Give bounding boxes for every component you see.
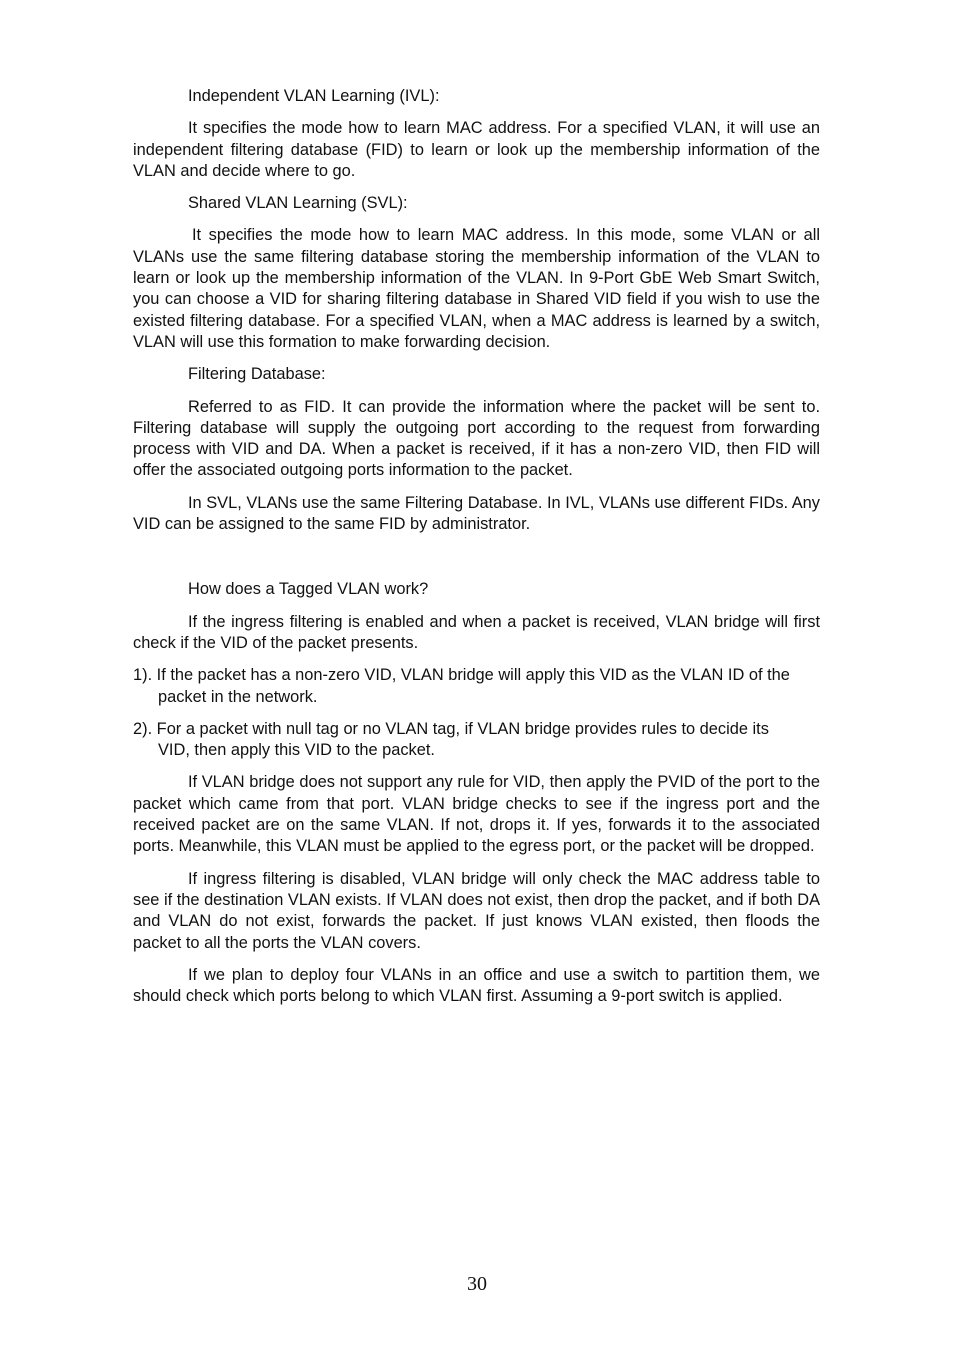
pvid-paragraph: If VLAN bridge does not support any rule for VID, then apply the PVID of the port to the packet which came from that port. VLAN bridge checks to see if the ingress port and the received packet are on the same VLAN. If not, drops it. If yes, forwards it to the associated ports. Meanwhile, this VLAN must be applied to the egress port, or the packet will be dropped. bbox=[133, 773, 820, 856]
ivl-paragraph: It specifies the mode how to learn MAC address. For a specified VLAN, it will use an independent filtering database (FID) to learn or look up the membership information of the VLAN and decide where to go. bbox=[133, 119, 820, 180]
deployment-paragraph: If we plan to deploy four VLANs in an office and use a switch to partition them, we should check which ports belong to which VLAN first. Assuming a 9-port switch is applied. bbox=[133, 965, 820, 1006]
svl-paragraph: It specifies the mode how to learn MAC address. In this mode, some VLAN or all VLANs use the same filtering database storing the membership information of the VLAN to learn or look up the membership information of the VLAN. In 9-Port GbE Web Smart Switch, you can choose a VID for sharing filtering database in Shared VID field if you wish to use the existed filtering database. For a specified VLAN, when a MAC address is learned by a switch, VLAN will use this formation to make forwarding decision. bbox=[133, 226, 820, 351]
ivl-heading: Independent VLAN Learning (IVL): bbox=[188, 87, 440, 105]
ingress-disabled-paragraph: If ingress filtering is disabled, VLAN bridge will only check the MAC address table to see if the destination VLAN exists. If VLAN does not exist, then drop the packet, and if both DA and VLAN do not exist, forwards the packet. If just knows VLAN existed, then floods the packet to all the ports the VLAN covers. bbox=[133, 869, 820, 952]
ingress-filtering-paragraph: If the ingress filtering is enabled and when a packet is received, VLAN bridge will first check if the VID of the packet presents. bbox=[133, 612, 820, 652]
page-number: 30 bbox=[467, 1273, 487, 1295]
filtering-database-paragraph: Referred to as FID. It can provide the information where the packet will be sent to. Filtering database will supply the outgoing port according to the request from forwarding process with VID and DA. When a packet is received, if it has a non-zero VID, then FID will offer the associated outgoing ports information to the packet. bbox=[133, 397, 820, 480]
filtering-database-heading: Filtering Database: bbox=[188, 365, 326, 384]
section-gap bbox=[133, 546, 820, 579]
svl-heading: Shared VLAN Learning (SVL): bbox=[188, 194, 408, 213]
tagged-vlan-heading: How does a Tagged VLAN work? bbox=[188, 580, 429, 599]
document-page bbox=[133, 86, 820, 1018]
list-item-1: 1). If the packet has a non-zero VID, VLAN bridge will apply this VID as the VLAN ID of the packet in the network. bbox=[133, 666, 790, 706]
svl-ivl-comparison-paragraph: In SVL, VLANs use the same Filtering Database. In IVL, VLANs use different FIDs. Any VID can be assigned to the same FID by administrator. bbox=[133, 493, 820, 534]
list-item-2: 2). For a packet with null tag or no VLAN tag, if VLAN bridge provides rules to decide its VID, then apply this VID to the packet. bbox=[133, 719, 769, 760]
